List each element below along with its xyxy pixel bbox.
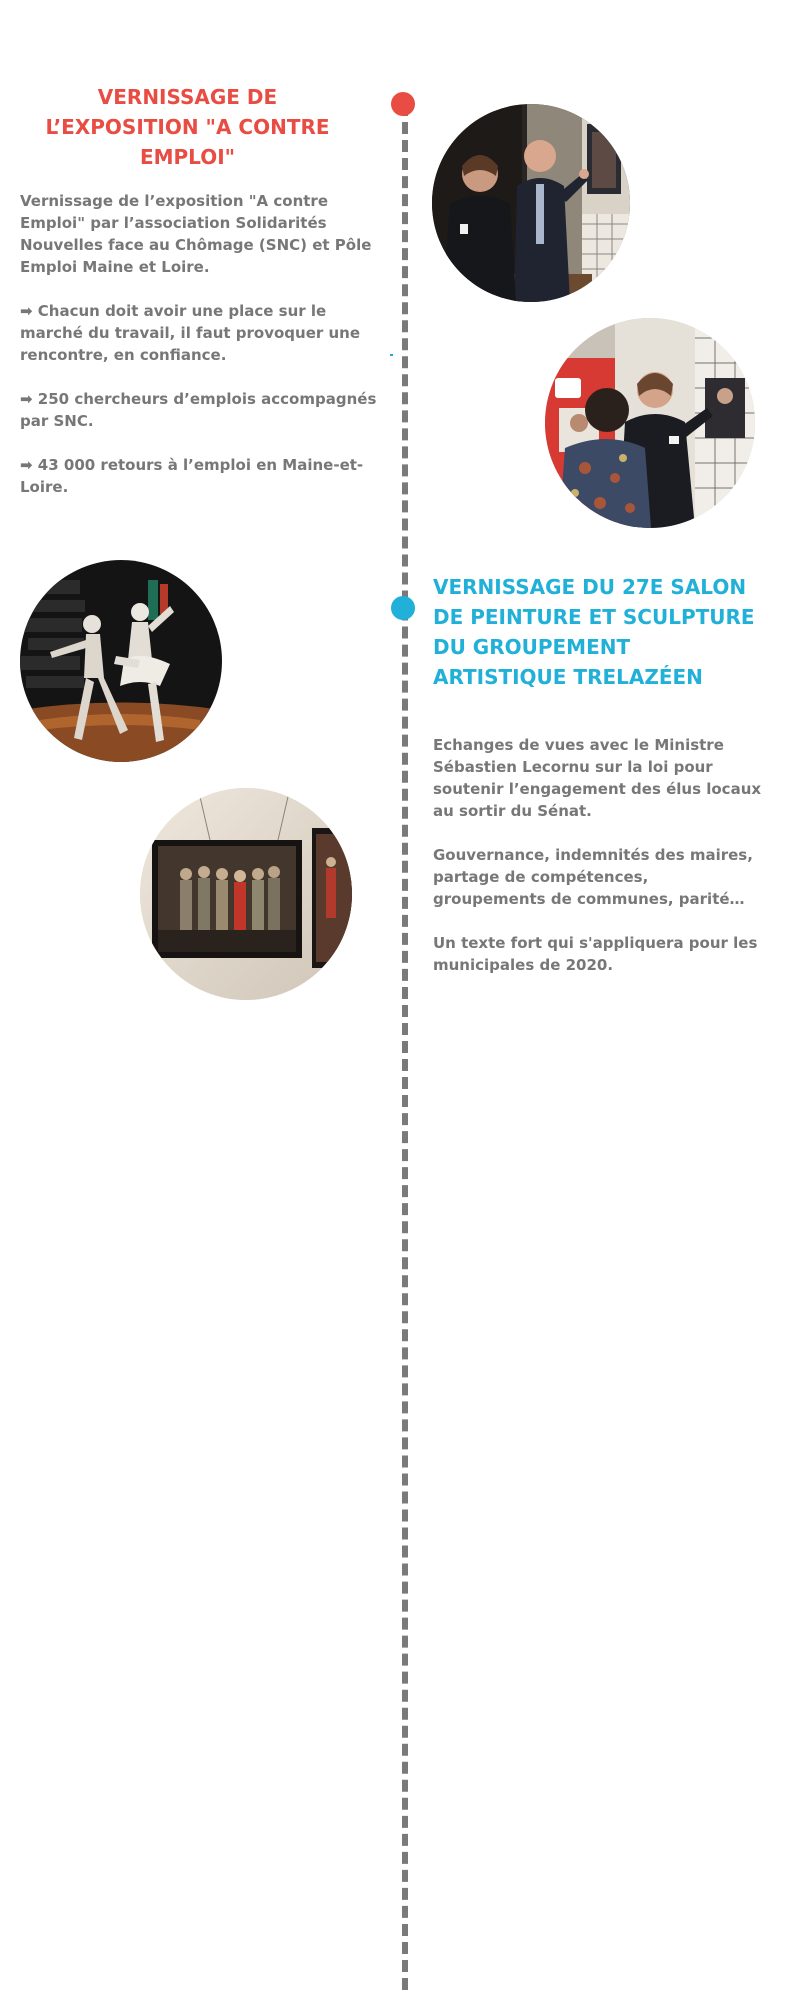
photo-sculpture-dancers[interactable] [20, 560, 222, 762]
photo-framed-painting[interactable] [140, 788, 352, 1000]
entry-1-body [20, 190, 385, 520]
entry-1-paragraph: ➡ 43 000 retours à l’emploi en Maine-et-Loire. [20, 456, 364, 496]
entry-2-paragraph: Un texte fort qui s'appliquera pour les municipales de 2020. [433, 934, 758, 974]
timeline-line [402, 104, 408, 1990]
entry-2-title: VERNISSAGE DU 27E SALON DE PEINTURE ET SCULPTURE DU GROUPEMENT ARTISTIQUE TRELAZÉEN [433, 575, 755, 689]
entry-2-paragraph: Gouvernance, indemnités des maires, partage de compétences, groupements de communes, parité… [433, 846, 753, 908]
photo-visitors-viewing-portrait[interactable] [432, 104, 630, 302]
timeline-dot-blue [391, 596, 415, 620]
entry-1-title: VERNISSAGE DE L’EXPOSITION "A CONTRE EMPLOI" [45, 85, 330, 169]
photo-women-at-poster-display[interactable] [545, 318, 755, 528]
entry-1-paragraph: Vernissage de l’exposition "A contre Emploi" par l’association Solidarités Nouvelles face au Chômage (SNC) et Pôle Emploi Maine et Loire. [20, 192, 372, 276]
timeline-mark [390, 354, 393, 356]
entry-1-paragraph: ➡ Chacun doit avoir une place sur le marché du travail, il faut provoquer une rencontre, en confiance. [20, 302, 361, 364]
entry-1-paragraph: ➡ 250 chercheurs d’emplois accompagnés par SNC. [20, 390, 377, 430]
entry-2-paragraph: Echanges de vues avec le Ministre Sébastien Lecornu sur la loi pour soutenir l’engagement des élus locaux au sortir du Sénat. [433, 736, 762, 820]
entry-2-body [433, 734, 763, 998]
timeline-dot-red [391, 92, 415, 116]
